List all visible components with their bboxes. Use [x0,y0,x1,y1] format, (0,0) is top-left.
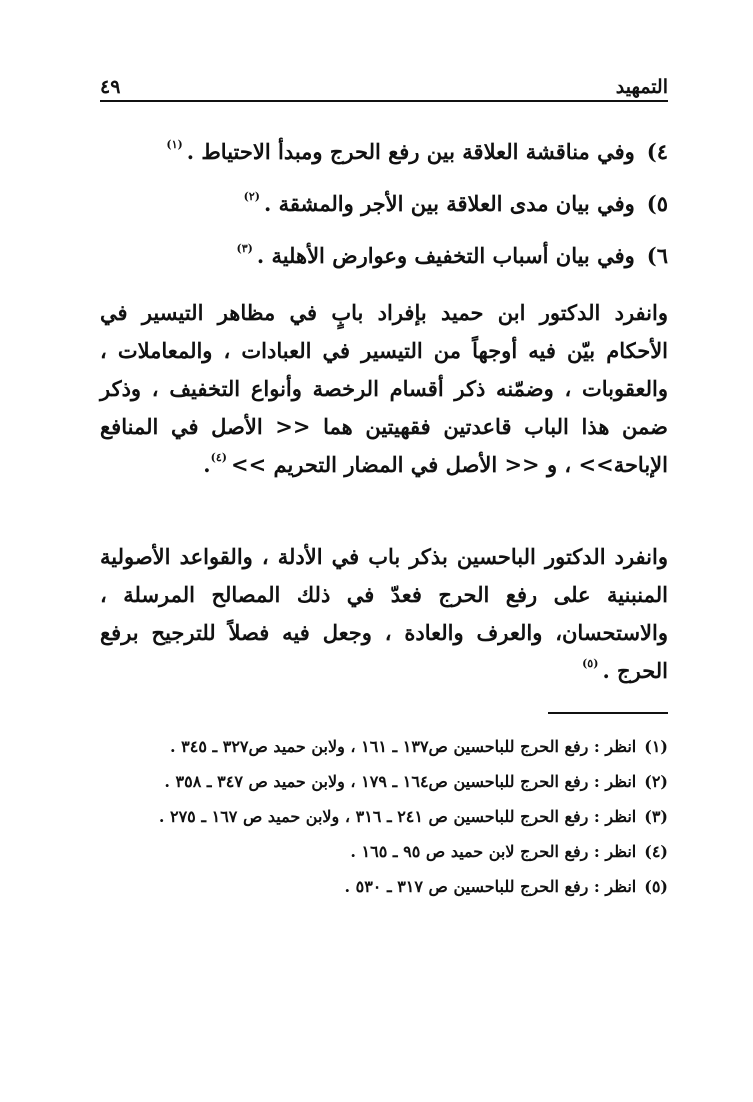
footnote [100,733,668,760]
footnote-number: (٢) [644,772,668,791]
running-header [100,60,668,98]
footnote-text: انظر : رفع الحرج للباحسين ص ٣١٧ ـ ٥٣٠ . [344,877,637,896]
footnote-number: (٣) [644,807,668,826]
list-item [100,178,668,230]
footnote [100,768,668,795]
footnote-text: انظر : رفع الحرج لابن حميد ص ٩٥ ـ ١٦٥ . [350,842,637,861]
footnote-separator [548,712,668,714]
footnote-ref: (١) [166,138,183,151]
paragraph-text: وانفرد الدكتور ابن حميد بإفراد بابٍ في مظاهر التيسير في الأحكام بيّن فيه أوجهاً من التيسير في العبادات ، والمعاملات ، والعقوبات ، وضمّنه ذكر أقسام الرخصة وأنواع التخفيف ، وذكر ضمن هذا الباب قاعدتين فقهيتين هما << الأصل في المنافع الإباحة>> ، و << الأصل في المضار التحريم >> [100,300,668,477]
header-rule [100,100,668,102]
footnote-ref: (٣) [236,242,253,255]
page-number: ٤٩ [100,76,121,98]
footnote-number: (٥) [644,877,668,896]
paragraph-end: . [203,452,211,477]
footnote-number: (١) [644,737,668,756]
list-item-number: ٤) [646,139,668,164]
footnotes [100,733,668,908]
numbered-list [100,126,668,282]
footnote [100,803,668,830]
footnote-ref: (٥) [582,657,599,670]
list-item [100,230,668,282]
paragraph-text: وانفرد الدكتور الباحسين بذكر باب في الأدلة ، والقواعد الأصولية المنبنية على رفع الحرج فعدّ في ذلك المصالح المرسلة ، والاستحسان، والعرف والعادة ، وجعل فيه فصلاً للترجيح برفع الحرج . [100,544,668,683]
chapter-title: التمهيد [615,76,668,98]
body-paragraph [100,538,668,690]
list-item-text: وفي بيان مدى العلاقة بين الأجر والمشقة . [264,191,635,216]
footnote [100,873,668,900]
list-item-number: ٥) [646,191,668,216]
list-item-text: وفي مناقشة العلاقة بين رفع الحرج ومبدأ الاحتياط . [186,139,635,164]
footnote-text: انظر : رفع الحرج للباحسين ص١٦٤ ـ ١٧٩ ، ولابن حميد ص ٣٤٧ ـ ٣٥٨ . [164,772,637,791]
footnote-text: انظر : رفع الحرج للباحسين ص ٢٤١ ـ ٣١٦ ، ولابن حميد ص ١٦٧ ـ ٢٧٥ . [158,807,637,826]
footnote [100,838,668,865]
footnote-ref: (٤) [210,451,227,464]
footnote-ref: (٢) [243,190,261,203]
list-item-text: وفي بيان أسباب التخفيف وعوارض الأهلية . [256,243,635,268]
footnote-text: انظر : رفع الحرج للباحسين ص١٣٧ ـ ١٦١ ، ولابن حميد ص٣٢٧ ـ ٣٤٥ . [169,737,637,756]
body-paragraph [100,294,668,484]
list-item [100,126,668,178]
footnote-number: (٤) [644,842,668,861]
list-item-number: ٦) [646,243,668,268]
